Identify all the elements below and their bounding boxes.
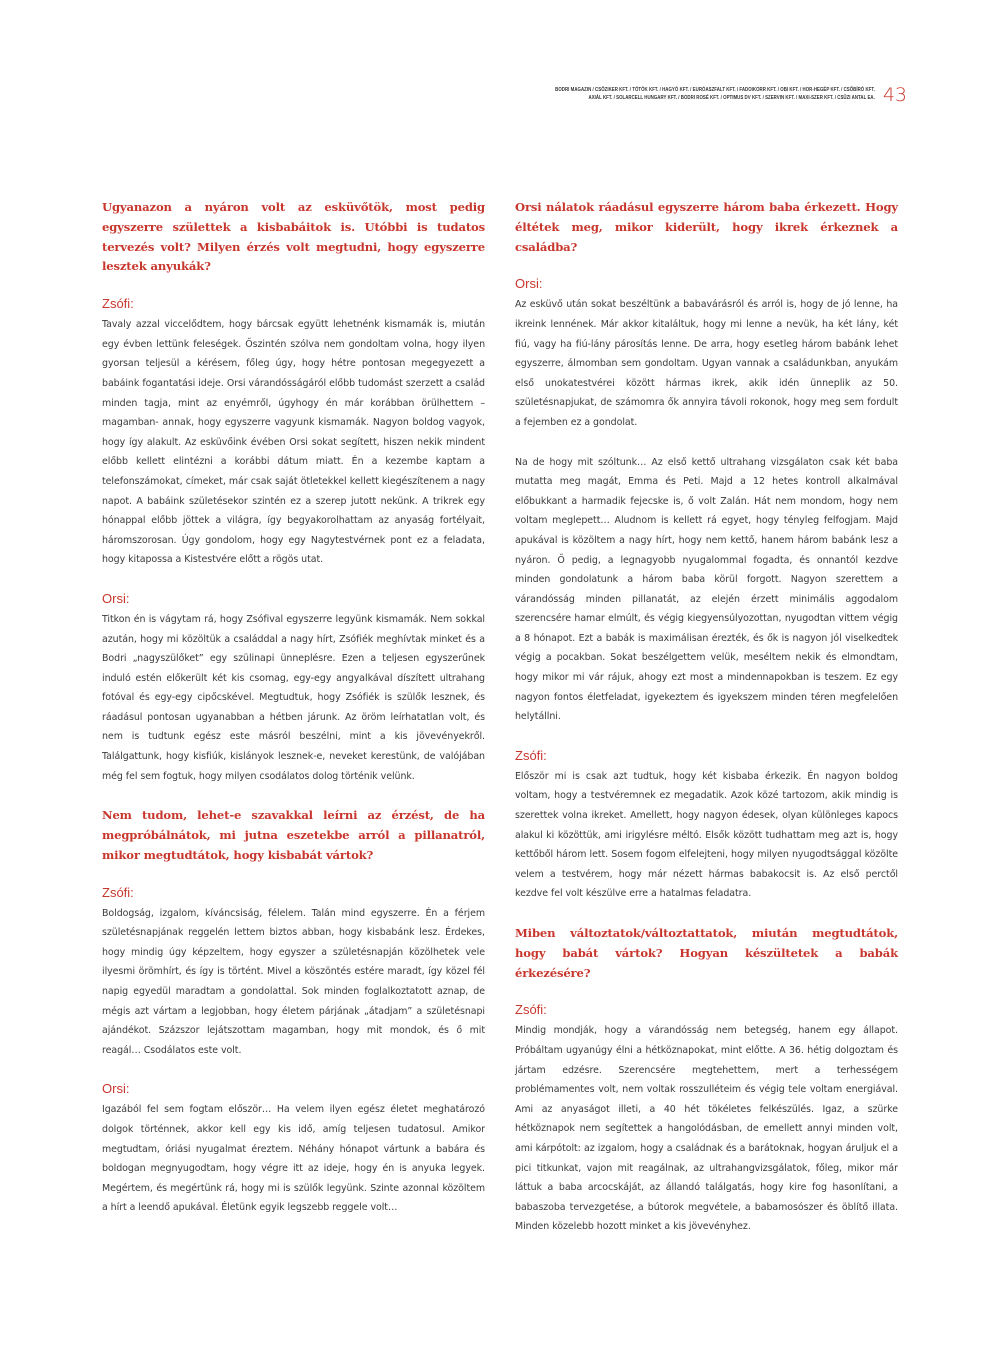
answer-paragraph: Boldogság, izgalom, kíváncsiság, félelem. Talán mind egyszerre. Én a férjem születésnapjának reggelén lettem biztos abban, hogy kisbabánk lesz. Érdekes, hogy mindig úgy képzeltem, hogy egyszer a születésnapján közölhetek vele ilyesmi örömhírt, és így is történt. Mivel a köszöntés estére maradt, így közel fél napig egyedül maradtam a gondolattal. Sok minden foglalkoztatott aznap, de mégis azt vártam a legjobban, hogy életem párjának „átadjam” a születésnapi ajándékot. Százszor lejátszottam magamban, hogy mit mondok, és ő mit reagál… Csodálatos este volt. [102,907,485,1056]
right-column [515,198,898,1237]
page-header [465,86,907,105]
answer-paragraph: Az esküvő után sokat beszéltünk a babavárásról és arról is, hogy de jó lenne, ha ikreink lennének. Már akkor kitaláltuk, hogy mi lenne a nevük, ha két lány, két fiú, vagy ha fiú-lány párosítás lenne. De arra, hogy esetleg három babánk lehet egyszerre, álmomban sem gondoltam. Ugyan vannak a családunkban, anyukám első unokatestvérei között hármas ikrek, akik idén ünneplik az 50. születésnapjukat, de számomra ők annyira távoli rokonok, hogy meg sem fordult a fejemben ez a gondolat. [515,299,898,428]
answer-paragraph: Mindig mondják, hogy a várandósság nem betegség, hanem egy állapot. Próbáltam ugyanúgy élni a hétköznapokat, mint előtte. A 36. hétig dolgoztam és jártam edzésre. Szerencsére megtehettem, mert a terhességem problémamentes volt, nem voltak rosszulléteim és végig tele voltam energiával. Ami az anyaságot illeti, a 40 hét tökéletes felkészülés. Igaz, a szürke hétköznapok nem segítettek a hangolódásban, de emellett annyi minden volt, ami kárpótolt: az izgalom, hogy a családnak és a barátoknak, hogyan áruljuk el a pici titkunkat, vajon mit reagálnak, az ultrahangvizsgálatok, főleg, mikor már láttuk a baba arcocskáját, az állandó találgatás, hogy kire fog hasonlítani, a babaszoba tervezgetése, a bútorok megvétele, a babamosószer és öblítő illata. Minden közelebb hozott minket a kis jövevényhez. [515,1025,898,1233]
interview-question: Orsi nálatok ráadásul egyszerre három baba érkezett. Hogy éltétek meg, mikor kiderült, hogy ikrek érkeznek a családba? [515,200,898,254]
interview-question: Ugyanazon a nyáron volt az esküvőtök, most pedig egyszerre születtek a kisbabáitok is. Utóbbi is tudatos tervezés volt? Milyen érzés volt megtudni, hogy egyszerre lesztek anyukák? [102,200,485,274]
interview-question: Miben változtatok/változtattatok, miután megtudtátok, hogy babát vártok? Hogyan készültetek a babák érkezésére? [515,926,898,980]
answer-paragraph: Tavaly azzal viccelődtem, hogy bárcsak együtt lehetnénk kismamák is, miután egy évben lettünk feleségek. Őszintén szólva nem gondoltam volna, hogy ilyen gyorsan teljesül a kérésem, főleg úgy, hogy hétre pontosan megegyezett a babáink fogantatási ideje. Orsi várandósságáról előbb tudomást szerzett a család minden tagja, mint az enyémről, úgyhogy én már korábban örülhettem –magamban- annak, hogy egyszerre vagyunk kismamák. Nagyon boldog vagyok, hogy így alakult. Az esküvőink évében Orsi sokat segített, hiszen nekik mindent előbb kellett elintézni a korábbi dátum miatt. Én a kezembe kaptam a telefonszámokat, címeket, már csak saját ötletekkel kellett kiegészítenem a nagy napot. A babáink születésekor szintén ez a szerep jutott nekünk. A trikrek egy hónappal előbb jöttek a világra, így begyakorolhattam az anyaság fortélyait, háromszorosan. Úgy gondolom, hogy egy Nagytestvérnek pont ez a feladata, hogy kitapossa a Kistestvére előtt a rögös utat. [102,319,485,566]
sponsor-list [555,86,875,102]
interview-question: Nem tudom, lehet-e szavakkal leírni az érzést, de ha megpróbálnátok, mi jutna eszetekbe arról a pillanatról, mikor megtudtátok, hogy kisbabát vártok? [102,808,485,862]
speaker-label: Zsófi: [515,747,547,763]
sponsor-line-1: BODRI MAGAZIN / CSŐZIKER KFT. / TÖTÖK KFT. / HAGYÓ KFT. / EURÓASZFALT KFT. / FADOIKORR KFT. / OBI KFT. / HOR-HEGÉP KFT. / CSŐBÍRÓ KFT. [555,87,875,93]
speaker-label: Zsófi: [515,1002,547,1018]
speaker-label: Zsófi: [102,884,134,900]
answer-paragraph: Na de hogy mit szóltunk… Az első kettő ultrahang vizsgálaton csak két baba mutatta meg magát, Emma és Peti. Majd a 12 hetes kontroll alkalmával előbukkant a harmadik fejecske is, ő volt Zalán. Hát nem mondom, hogy nem voltam meglepett… Aludnom is kellett rá egyet, hogy tényleg felfogjam. Majd apukával is közöltem a nagy hírt, hogy nem kettő, hanem három babánk lesz a nyáron. Ő pedig, a legnagyobb nyugalommal fogadta, és onnantól kezdve minden gondolatunk a három baba körül forgott. Nagyon szerettem a várandósság minden pillanatát, az elején érzett minimális aggodalom szerencsére hamar elmúlt, és végig kiegyensúlyozottan, nyugodtan vittem végig a 8 hónapot. Ezt a babák is maximálisan érezték, és ők is nagyon jól viselkedtek végig a pocakban. Sokat beszélgettem velük, meséltem nekik és elmondtam, hogy mikor mi vár rájuk, ahogy ezt most a mindennapokban is teszem. Ez egy nagyon fontos életfeladat, igyekeztem és igyekszem minden téren megfelelően helytállni. [515,456,898,723]
speaker-label: Zsófi: [102,296,134,312]
answer-paragraph: Igazából fel sem fogtam először… Ha velem ilyen egész életet meghatározó dolgok történnek, akkor kell egy kis idő, amíg teljesen tudatosul. Amikor megtudtam, óriási nyugalmat éreztem. Néhány hónapot vártunk a babára és boldogan megnyugodtam, hogy végre itt az ideje, hogy én is anyuka legyek. Megértem, és megértünk rá, hogy mi is szülők legyünk. Szinte azonnal közöltem a hírt a leendő apukával. Életünk egyik legszebb reggele volt… [102,1104,485,1214]
page-number: 43 [882,84,907,106]
answer-paragraph: Titkon én is vágytam rá, hogy Zsófival egyszerre legyünk kismamák. Nem sokkal azután, hogy mi közöltük a családdal a nagy hírt, Zsófiék meghívtak minket és a Bodri „nagyszülőket” egy szülinapi ünneplésre. Ezen a teljesen egyszerűnek induló estén előkerült két kis csomag, egy-egy angyalkával díszített ultrahang fotóval és egy-egy cipőcskével. Megtudtuk, hogy Zsófiék is szülők lesznek, és ráadásul pontosan ugyanabban a hétben járunk. Az öröm leírhatatlan volt, és nem is tudtunk egész este másról beszélni, mint a kis jövevényekről. Találgattunk, hogy kisfiúk, kislányok lesznek-e, neveket kerestünk, de valójában még fel sem fogtuk, hogy milyen csodálatos dolog történik velünk. [102,613,485,782]
answer-paragraph: Először mi is csak azt tudtuk, hogy két kisbaba érkezik. Én nagyon boldog voltam, hogy a testvéremnek ez megadatik. Azok közé tartozom, akik mindig is szerettek volna ikreket. Amellett, hogy nagyon édesek, olyan különleges kapocs alakul ki közöttük, ami irigylésre méltó. Elsők között tudhattam meg azt is, hogy kettőből három lett. Sosem fogom elfelejteni, hogy milyen nyugodtsággal közölte velem a testvérem, hogy már nézett hármas babakocsit is. Az első perctől kezdve fel volt készülve erre a hatalmas feladatra. [515,770,898,900]
speaker-label: Orsi: [102,1081,130,1097]
speaker-label: Orsi: [515,276,543,292]
left-column [102,198,485,1218]
sponsor-line-2: AXIÁL KFT. / SOLARCELL HUNGARY KFT. / BODRI ROSÉ KFT. / OPTIMUS DV KFT. / SZERVIN KFT. / MAXI-SZER KFT. / CSŰZI ANTAL EA. [588,95,875,101]
speaker-label: Orsi: [102,590,130,606]
